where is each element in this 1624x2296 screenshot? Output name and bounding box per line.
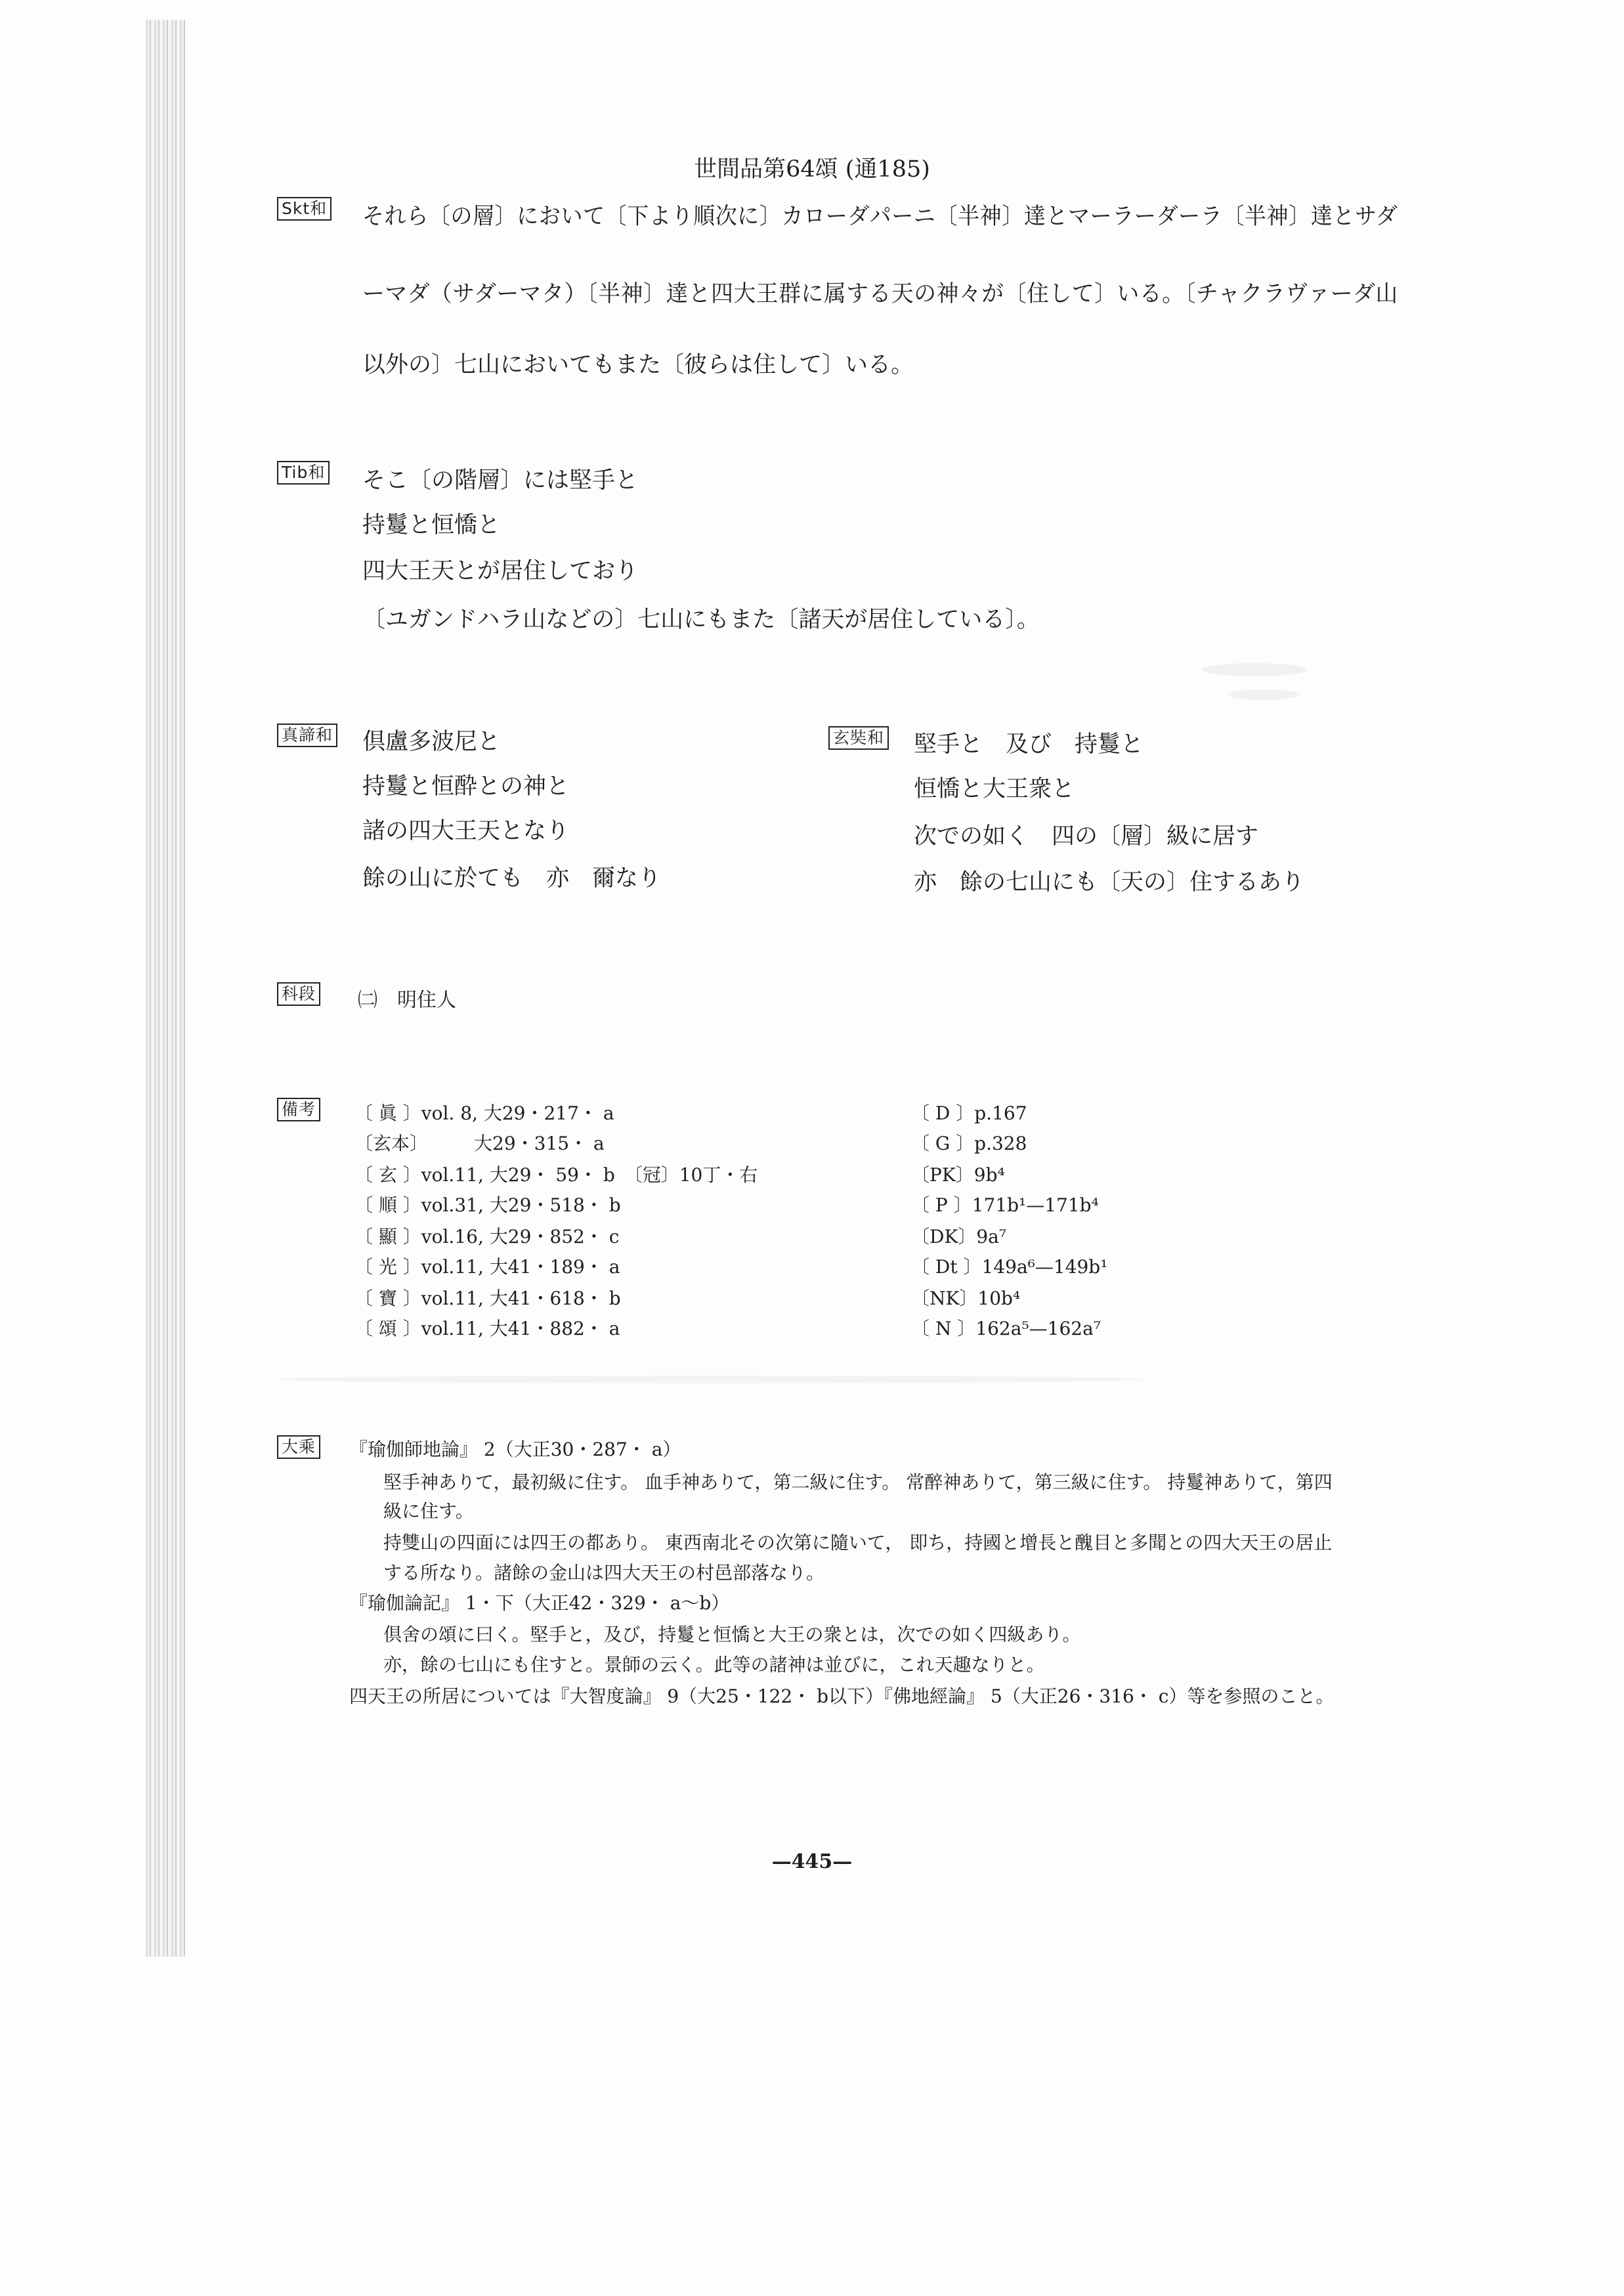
scan-binding-edge [146,20,185,1957]
tib-line-3: 四大王天とが居住しており [362,558,639,584]
biko-tag: 備考 [277,1098,320,1121]
biko-right-4: 〔 P 〕171b¹—171b⁴ [911,1194,1099,1216]
biko-right-6: 〔 Dt 〕149a⁶—149b¹ [911,1256,1108,1278]
genjo-tag: 玄奘和 [828,726,889,750]
biko-right-1: 〔 D 〕p.167 [911,1102,1027,1124]
tib-tag: Tib和 [277,461,330,485]
biko-left-3: 〔 玄 〕vol.11, 大29・ 59・ b 〔冠〕10丁・右 [354,1164,758,1186]
shintai-line-4: 餘の山に於ても 亦 爾なり [362,865,662,892]
kadan-text: ㈡ 明住人 [358,989,456,1012]
biko-left-4: 〔 順 〕vol.31, 大29・518・ b [354,1194,621,1216]
tib-line-2: 持鬘と恒憍と [362,512,501,538]
biko-right-8: 〔 N 〕162a⁵—162a⁷ [911,1318,1101,1339]
biko-right-5: 〔DK〕9a⁷ [911,1226,1007,1247]
kadan-tag: 科段 [277,982,320,1006]
scan-smudge [1201,663,1306,676]
skt-line-2: ーマダ（サダーマタ）〔半神〕達と四大王群に属する天の神々が〔住して〕いる。〔チャクラヴァーダ山 [362,281,1398,307]
daijo-tag: 大乘 [277,1435,320,1459]
shintai-tag: 真諦和 [277,724,337,747]
daijo-line-2: 堅手神ありて，最初級に住す。 血手神ありて，第二級に住す。 常醉神ありて，第三級に住す。 持鬘神ありて，第四 [383,1471,1333,1493]
biko-left-7: 〔 寶 〕vol.11, 大41・618・ b [354,1288,621,1309]
daijo-line-5: する所なり。諸餘の金山は四大天王の村邑部落なり。 [383,1562,825,1584]
genjo-line-1: 堅手と 及び 持鬘と [914,731,1144,758]
shintai-line-3: 諸の四大王天となり [362,818,570,844]
skt-tag: Skt和 [277,197,331,221]
daijo-line-3: 級に住す。 [383,1500,474,1522]
genjo-line-4: 亦 餘の七山にも〔天の〕住するあり [914,869,1305,896]
biko-left-5: 〔 顯 〕vol.16, 大29・852・ c [354,1226,620,1247]
biko-left-6: 〔 光 〕vol.11, 大41・189・ a [354,1256,620,1278]
daijo-line-4: 持雙山の四面には四王の都あり。 東西南北その次第に隨いて， 即ち，持國と增長と醜目と多聞との四大天王の居止 [383,1532,1333,1553]
skt-line-1: それら〔の層〕において〔下より順次に〕カローダパーニ〔半神〕達とマーラーダーラ〔半神〕達とサダ [362,204,1398,230]
biko-left-2: 〔玄本〕 大29・315・ a [354,1133,605,1154]
skt-line-3: 以外の〕七山においてもまた〔彼らは住して〕いる。 [362,352,914,378]
page-number: —445— [771,1850,853,1873]
daijo-line-6: 『瑜伽論記』 1・下（大正42・329・ a～b） [349,1592,730,1614]
daijo-line-1: 『瑜伽師地論』 2（大正30・287・ a） [349,1439,681,1460]
shintai-line-1: 倶盧多波尼と [362,729,501,755]
scan-smudge [1228,689,1300,700]
daijo-line-7: 倶舍の頌に曰く。堅手と，及び，持鬘と恒憍と大王の衆とは，次での如く四級あり。 [383,1624,1081,1645]
biko-right-3: 〔PK〕9b⁴ [911,1164,1005,1186]
biko-right-7: 〔NK〕10b⁴ [911,1288,1021,1309]
biko-left-8: 〔 頌 〕vol.11, 大41・882・ a [354,1318,620,1339]
page-title: 世間品第64頌 (通185) [694,156,930,183]
biko-left-1: 〔 眞 〕vol. 8, 大29・217・ a [354,1102,614,1124]
genjo-line-2: 恒憍と大王衆と [914,776,1075,802]
daijo-line-8: 亦，餘の七山にも住すと。景師の云く。此等の諸神は並びに，これ天趣なりと。 [383,1654,1045,1676]
scan-smudge [276,1375,1142,1383]
tib-line-4: 〔ユガンドハラ山などの〕七山にもまた〔諸天が居住している〕。 [362,607,1040,633]
daijo-line-9: 四天王の所居については『大智度論』 9（大25・122・ b以下）『佛地經論』 5（大正26・316・ c）等を参照のこと。 [349,1685,1335,1707]
biko-right-2: 〔 G 〕p.328 [911,1133,1027,1154]
genjo-line-3: 次での如く 四の〔層〕級に居す [914,823,1259,850]
tib-line-1: そこ〔の階層〕には堅手と [362,467,639,494]
shintai-line-2: 持鬘と恒酔との神と [362,773,570,800]
